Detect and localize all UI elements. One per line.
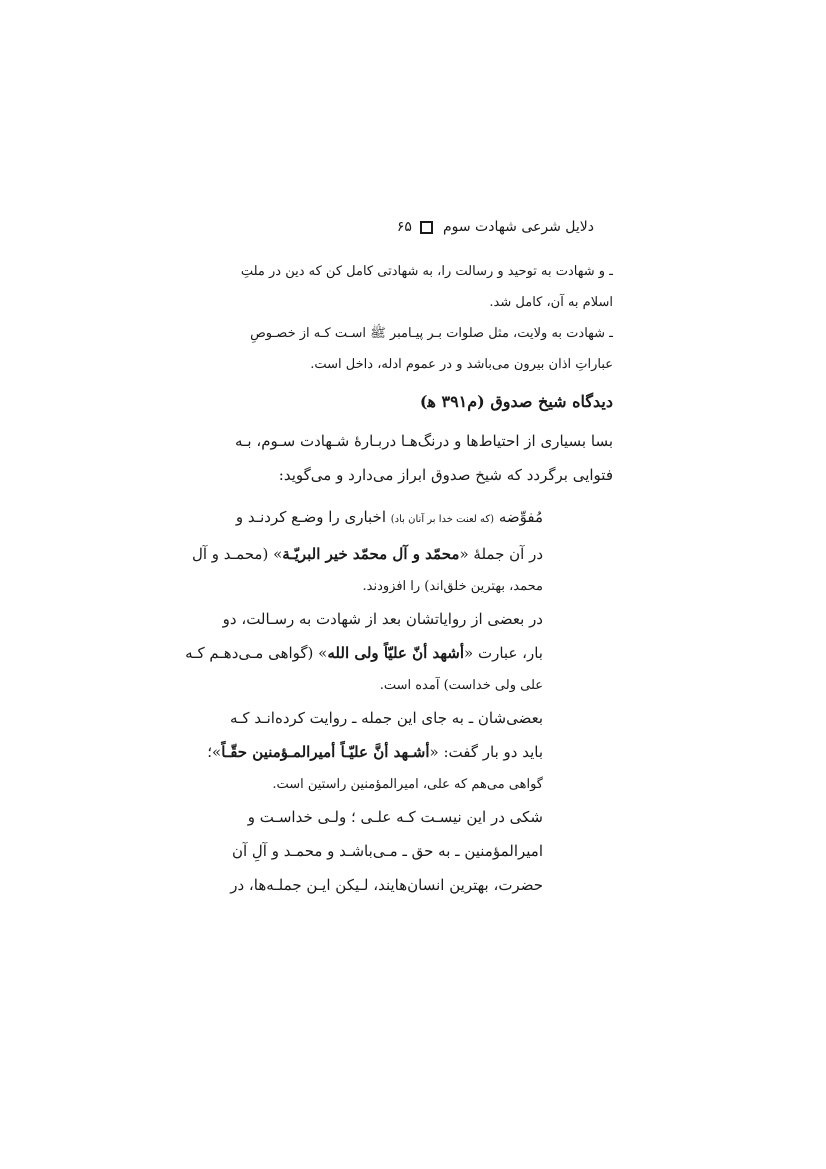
- quote-text: »؛: [207, 743, 222, 761]
- section-heading: دیدگاه شیخ صدوق (م۳۹۱ ه‍): [419, 392, 613, 411]
- quote-text: بار، عبارت «: [464, 644, 543, 662]
- section-paragraph: [213, 424, 613, 492]
- intro-line: ـ شهادت به ولایت، مثل صلوات بـر پیـامبر ﷺ اسـت کـه از خصـوصِ: [250, 326, 613, 341]
- quote-text: اخباری را وضـع کردنـد و: [235, 508, 386, 526]
- quote-arabic-phrase: أشـهد أنَّ علیّـاً أمیرالمـؤمنین حقّـاً: [221, 743, 430, 761]
- intro-line: ـ و شهادت به توحید و رسالت را، به شهادتی کامل کن که دین در ملتِ: [240, 264, 613, 279]
- intro-line: عباراتِ اذان بیرون می‌باشد و در عموم ادله، داخل است.: [310, 357, 613, 372]
- quote-line: [207, 735, 543, 769]
- running-header: [214, 212, 594, 242]
- quote-line: بعضی‌شان ـ به جای این جمله ـ روایت کرده‌انـد کـه: [230, 709, 543, 727]
- quote-text: » (محمـد و آل: [191, 545, 283, 563]
- quote-line: محمد، بهترین خلق‌اند) را افزودند.: [362, 579, 543, 594]
- quote-term: مُفوِّضه: [498, 508, 543, 526]
- page-number: ۶۵: [396, 219, 412, 235]
- section-heading-block: [213, 384, 613, 420]
- quote-line: در بعضی از روایاتشان بعد از شهادت به رسـالت، دو: [222, 610, 543, 628]
- quote-line: [191, 537, 543, 571]
- quote-line: امیرالمؤمنین ـ به حق ـ مـی‌باشـد و محمـد و آلِ آن: [231, 842, 543, 860]
- quote-arabic-phrase: أشهد أنّ علیّاً ولی الله: [327, 644, 465, 662]
- paragraph-line: بسا بسیاری از احتیاط‌ها و درنگ‌هـا دربـارهٔ شـهادت سـوم، بـه: [234, 432, 613, 450]
- header-title: دلایل شرعی شهادت سوم: [442, 219, 594, 235]
- quote-line: شکی در این نیسـت کـه علـی ؛ ولـی خداسـت و: [247, 808, 543, 826]
- quote-line: حضرت، بهترین انسان‌هایند، لـیکن ایـن جملـه‌ها، در: [230, 876, 543, 894]
- intro-block: [213, 256, 613, 380]
- intro-line: اسلام به آن، کامل شد.: [489, 295, 613, 310]
- quote-line: [185, 636, 543, 670]
- header-square-icon: [420, 221, 433, 234]
- quote-text: » (گواهی مـی‌دهـم کـه: [185, 644, 328, 662]
- quote-text: در آن جملهٔ «: [459, 545, 543, 563]
- quote-parenthetical: (که لعنت خدا بر آنان باد): [390, 514, 495, 525]
- quote-arabic-phrase: محمّد و آل محمّد خیر البریّـة: [282, 545, 460, 563]
- quote-line: [213, 500, 543, 537]
- quote-block: [185, 500, 543, 902]
- paragraph-line: فتوایی برگردد که شیخ صدوق ابراز می‌دارد و می‌گوید:: [278, 466, 613, 484]
- quote-text: باید دو بار گفت: «: [429, 743, 543, 761]
- quote-line: علی ولی خداست) آمده است.: [379, 678, 543, 693]
- quote-line: گواهی می‌هم که علی، امیرالمؤمنین راستین است.: [272, 777, 543, 792]
